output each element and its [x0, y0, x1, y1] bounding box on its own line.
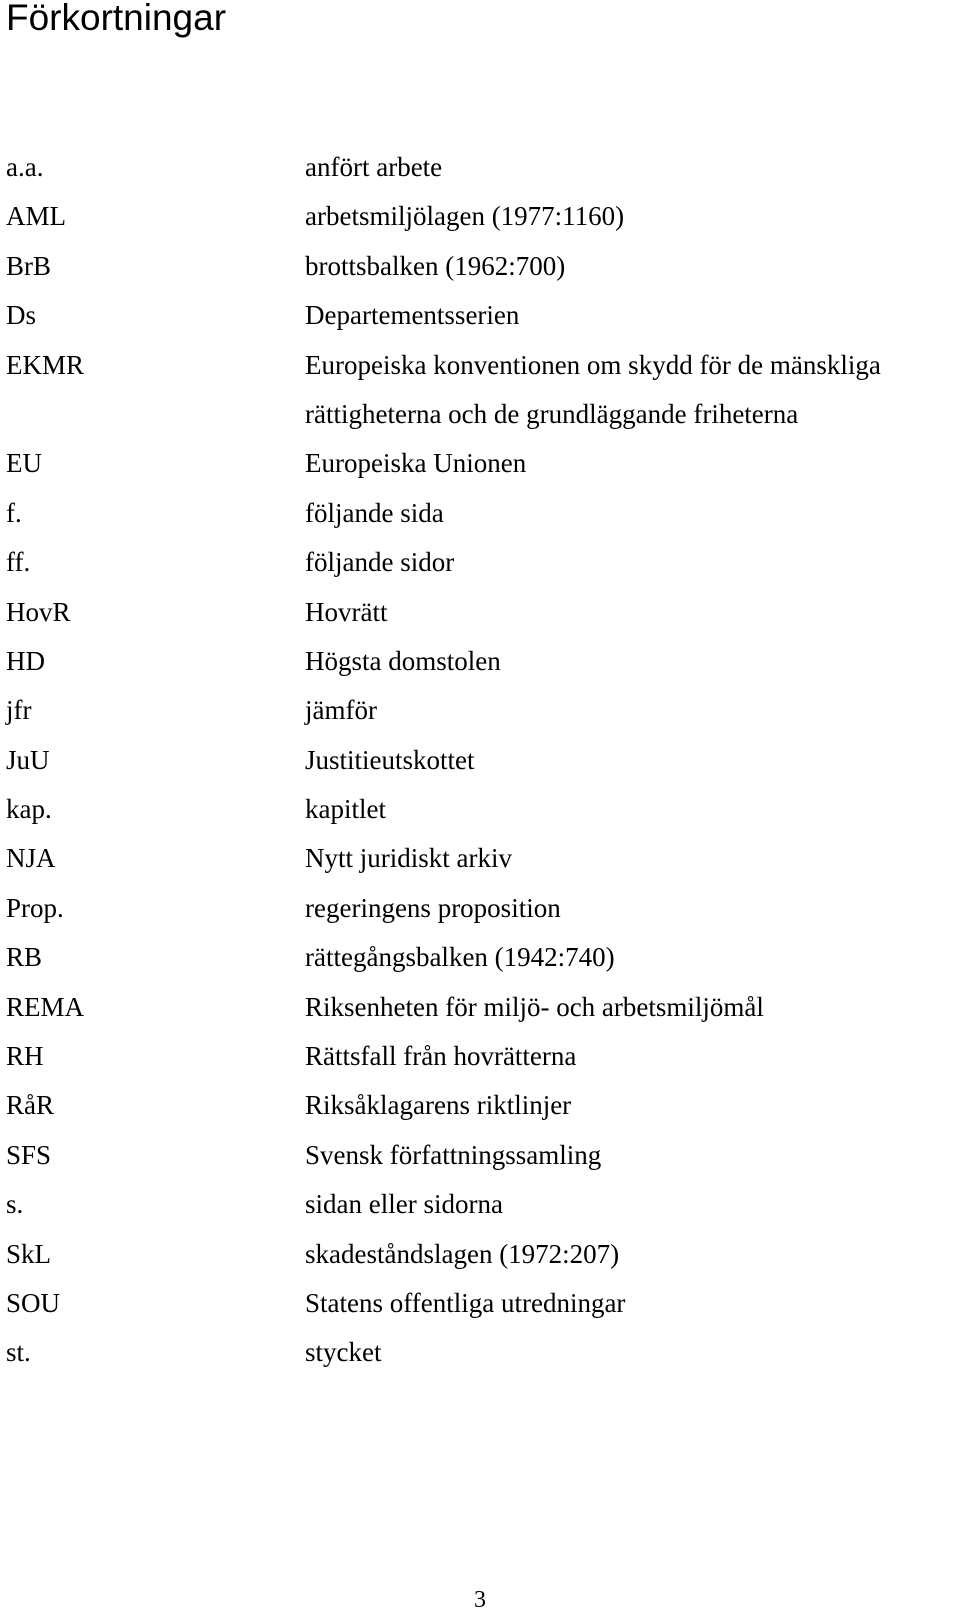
expansion-line: anfört arbete: [305, 152, 443, 182]
expansion-line: Svensk författningssamling: [305, 1139, 602, 1170]
abbreviation-expansion: [305, 785, 960, 834]
abbreviation-term: BrB: [6, 250, 52, 281]
abbreviation-term: AML: [6, 201, 66, 232]
expansion-line: följande sida: [305, 497, 444, 528]
abbreviation-expansion: [305, 538, 960, 587]
abbreviation-row: [0, 242, 960, 291]
expansion-line: skadeståndslagen (1972:207): [305, 1238, 620, 1269]
expansion-line: Departementsserien: [305, 300, 520, 331]
abbreviation-term: EU: [6, 448, 42, 479]
abbreviation-row: [0, 588, 960, 637]
abbreviation-row: [0, 192, 960, 241]
abbreviation-row: [0, 538, 960, 587]
expansion-line: brottsbalken (1962:700): [305, 250, 566, 281]
abbreviation-expansion: [305, 1328, 960, 1377]
abbreviation-row: [0, 686, 960, 735]
abbreviation-term: kap.: [6, 794, 52, 825]
expansion-line: Högsta domstolen: [305, 645, 501, 676]
abbreviation-row: [0, 884, 960, 933]
abbreviation-row: [0, 291, 960, 340]
abbreviation-term: SOU: [6, 1287, 61, 1318]
abbreviation-term: jfr: [6, 695, 32, 726]
abbreviation-term: NJA: [6, 843, 56, 874]
abbreviation-row: [0, 341, 960, 440]
abbreviation-expansion: [305, 192, 960, 241]
abbreviation-expansion: [305, 983, 960, 1032]
abbreviation-term: RB: [6, 942, 43, 973]
abbreviation-term: HovR: [6, 596, 71, 627]
abbreviation-term: Ds: [6, 300, 37, 331]
abbreviation-expansion: [305, 686, 960, 735]
abbreviation-expansion: [305, 341, 960, 440]
abbreviation-term: s.: [6, 1189, 24, 1220]
expansion-line: rättigheterna och de grundläggande friheterna: [305, 398, 799, 429]
abbreviation-term: RH: [6, 1041, 44, 1072]
abbreviation-row: [0, 1328, 960, 1377]
expansion-line: Europeiska konventionen om skydd för de mänskliga: [305, 349, 881, 380]
abbreviation-row: [0, 1180, 960, 1229]
abbreviation-expansion: [305, 439, 960, 488]
abbreviation-row: [0, 736, 960, 785]
abbreviation-term: a.a.: [6, 152, 44, 182]
expansion-line: Statens offentliga utredningar: [305, 1287, 626, 1318]
expansion-line: Riksenheten för miljö- och arbetsmiljömål: [305, 991, 764, 1022]
abbreviation-expansion: [305, 736, 960, 785]
expansion-line: Hovrätt: [305, 596, 388, 627]
abbreviation-expansion: [305, 242, 960, 291]
abbreviation-expansion: [305, 489, 960, 538]
abbreviation-term: SFS: [6, 1139, 52, 1170]
abbreviation-row: [0, 439, 960, 488]
abbreviation-term: RåR: [6, 1090, 55, 1121]
abbreviation-row: [0, 637, 960, 686]
expansion-line: Riksåklagarens riktlinjer: [305, 1090, 572, 1121]
abbreviation-expansion: [305, 637, 960, 686]
abbreviation-expansion: [305, 143, 960, 192]
abbreviation-row: [0, 143, 960, 192]
expansion-line: rättegångsbalken (1942:740): [305, 942, 615, 973]
abbreviation-row: [0, 1131, 960, 1180]
expansion-line: regeringens proposition: [305, 892, 561, 923]
expansion-line: Rättsfall från hovrätterna: [305, 1041, 577, 1072]
abbreviation-term: Prop.: [6, 892, 64, 923]
abbreviation-row: [0, 489, 960, 538]
abbreviation-term: EKMR: [6, 349, 85, 380]
abbreviation-term: st.: [6, 1337, 31, 1368]
abbreviation-expansion: [305, 933, 960, 982]
expansion-line: jämför: [305, 695, 377, 726]
abbreviation-row: [0, 1032, 960, 1081]
abbreviation-expansion: [305, 884, 960, 933]
expansion-line: Europeiska Unionen: [305, 448, 527, 479]
expansion-line: sidan eller sidorna: [305, 1189, 503, 1220]
abbreviation-row: [0, 933, 960, 982]
abbreviation-row: [0, 834, 960, 883]
abbreviation-expansion: [305, 1279, 960, 1328]
abbreviation-term: f.: [6, 497, 22, 528]
abbreviation-expansion: [305, 1131, 960, 1180]
abbreviation-row: [0, 1081, 960, 1130]
abbreviation-expansion: [305, 834, 960, 883]
abbreviation-row: [0, 785, 960, 834]
abbreviation-row: [0, 1279, 960, 1328]
expansion-line: stycket: [305, 1337, 382, 1368]
abbreviation-list: [0, 143, 960, 1378]
page-number: 3: [474, 1587, 486, 1613]
abbreviation-row: [0, 983, 960, 1032]
abbreviation-expansion: [305, 291, 960, 340]
abbreviation-term: SkL: [6, 1238, 52, 1269]
expansion-line: följande sidor: [305, 547, 455, 578]
abbreviation-term: HD: [6, 645, 45, 676]
abbreviation-expansion: [305, 1032, 960, 1081]
abbreviation-expansion: [305, 1230, 960, 1279]
expansion-line: Nytt juridiskt arkiv: [305, 843, 512, 874]
abbreviation-expansion: [305, 588, 960, 637]
expansion-line: kapitlet: [305, 794, 386, 825]
expansion-line: Justitieutskottet: [305, 744, 475, 775]
abbreviation-row: [0, 1230, 960, 1279]
page-title: Förkortningar: [6, 0, 227, 38]
abbreviation-term: REMA: [6, 991, 85, 1022]
expansion-line: arbetsmiljölagen (1977:1160): [305, 201, 625, 232]
abbreviation-term: JuU: [6, 744, 50, 775]
abbreviation-term: ff.: [6, 547, 31, 578]
abbreviation-expansion: [305, 1081, 960, 1130]
abbreviation-expansion: [305, 1180, 960, 1229]
